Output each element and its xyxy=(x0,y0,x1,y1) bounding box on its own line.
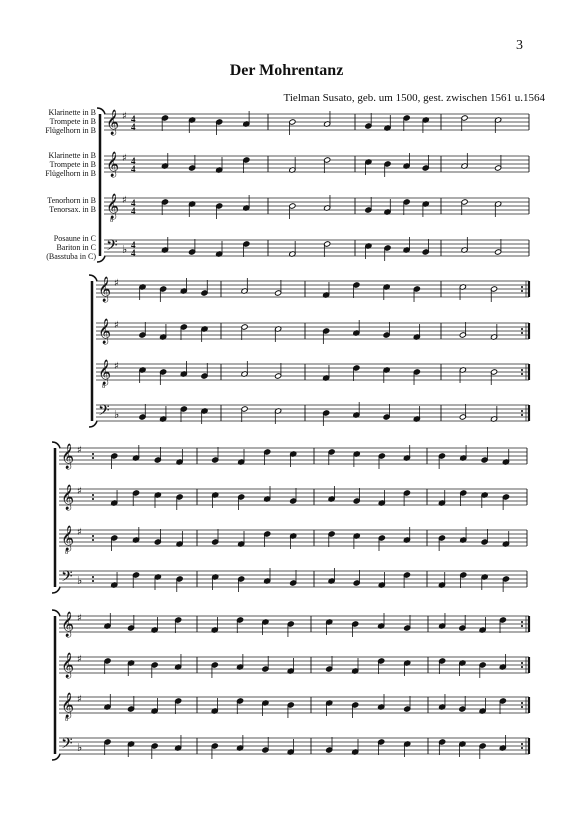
sharp-icon: ♯ xyxy=(77,694,82,705)
sharp-icon: ♯ xyxy=(77,486,82,497)
treble-clef-icon: 𝄞 xyxy=(61,526,75,551)
time-signature-numerator: 4 xyxy=(131,198,136,208)
instrument-name: Bariton in C xyxy=(56,243,96,252)
bass-clef-icon: 𝄢 xyxy=(98,402,110,423)
instrument-name: Flügelhorn in B xyxy=(45,126,96,135)
repeat-dot xyxy=(521,666,523,668)
repeat-dot xyxy=(521,328,523,330)
sharp-icon: ♯ xyxy=(114,278,119,289)
instrument-name: Klarinette in B xyxy=(48,108,96,117)
time-signature-denominator: 4 xyxy=(131,164,136,174)
treble-clef-icon: 𝄞 xyxy=(61,485,75,510)
octave-eight-icon: 8 xyxy=(102,384,105,390)
repeat-dot xyxy=(92,576,94,578)
bass-clef-icon: 𝄢 xyxy=(61,735,73,756)
treble-clef-icon: 𝄞 xyxy=(61,612,75,637)
repeat-dot xyxy=(521,662,523,664)
treble-clef-icon: 𝄞 xyxy=(61,444,75,469)
bass-clef-icon: 𝄢 xyxy=(61,568,73,589)
repeat-dot xyxy=(521,410,523,412)
treble-clef-icon: 𝄞 xyxy=(98,277,112,302)
repeat-dot xyxy=(521,369,523,371)
treble-clef-icon: 𝄞 xyxy=(106,194,120,219)
treble-clef-icon: 𝄞 xyxy=(98,360,112,385)
repeat-dot xyxy=(92,580,94,582)
sharp-icon: ♯ xyxy=(114,361,119,372)
bracket-bottom-hook xyxy=(52,587,60,593)
flat-icon: ♭ xyxy=(77,741,83,754)
sharp-icon: ♯ xyxy=(77,613,82,624)
time-signature-denominator: 4 xyxy=(131,206,136,216)
bracket-bottom-hook xyxy=(89,421,97,427)
repeat-dot xyxy=(521,702,523,704)
time-signature-numerator: 4 xyxy=(131,114,136,124)
instrument-name: Klarinette in B xyxy=(48,151,96,160)
octave-eight-icon: 8 xyxy=(65,717,68,723)
sharp-icon: ♯ xyxy=(77,445,82,456)
time-signature-denominator: 4 xyxy=(131,122,136,132)
system-4 xyxy=(52,610,529,760)
flat-icon: ♭ xyxy=(77,574,83,587)
repeat-dot xyxy=(521,743,523,745)
sharp-icon: ♯ xyxy=(77,527,82,538)
treble-clef-icon: 𝄞 xyxy=(98,319,112,344)
instrument-name: Posaune in C xyxy=(53,234,96,243)
repeat-dot xyxy=(521,414,523,416)
repeat-dot xyxy=(92,494,94,496)
repeat-dot xyxy=(521,332,523,334)
flat-icon: ♭ xyxy=(114,408,120,421)
octave-eight-icon: 8 xyxy=(65,550,68,556)
repeat-dot xyxy=(521,747,523,749)
repeat-dot xyxy=(92,457,94,459)
repeat-dot xyxy=(92,535,94,537)
flat-icon: ♭ xyxy=(122,243,128,256)
bracket-top-hook xyxy=(89,275,97,281)
composer-credit: Tielman Susato, geb. um 1500, gest. zwischen 1561 u.1564 xyxy=(283,92,545,104)
time-signature-numerator: 4 xyxy=(131,156,136,166)
instrument-name: Trompete in B xyxy=(49,117,96,126)
bracket-top-hook xyxy=(52,610,60,616)
repeat-dot xyxy=(92,453,94,455)
sharp-icon: ♯ xyxy=(122,111,127,122)
treble-clef-icon: 𝄞 xyxy=(61,693,75,718)
sharp-icon: ♯ xyxy=(114,320,119,331)
time-signature-denominator: 4 xyxy=(131,248,136,258)
sharp-icon: ♯ xyxy=(122,195,127,206)
repeat-dot xyxy=(521,706,523,708)
instrument-name: (Basstuba in C) xyxy=(46,252,96,261)
repeat-dot xyxy=(92,498,94,500)
treble-clef-icon: 𝄞 xyxy=(106,110,120,135)
system-2 xyxy=(89,275,529,427)
bracket-bottom-hook xyxy=(97,256,105,262)
repeat-dot xyxy=(521,290,523,292)
repeat-dot xyxy=(521,286,523,288)
treble-clef-icon: 𝄞 xyxy=(106,152,120,177)
sharp-icon: ♯ xyxy=(77,654,82,665)
treble-clef-icon: 𝄞 xyxy=(61,653,75,678)
octave-eight-icon: 8 xyxy=(110,218,113,224)
instrument-name: Tenorsax. in B xyxy=(49,205,96,214)
repeat-dot xyxy=(521,621,523,623)
instrument-name: Tenorhorn in B xyxy=(47,196,96,205)
sharp-icon: ♯ xyxy=(122,153,127,164)
page-number: 3 xyxy=(516,38,523,53)
repeat-dot xyxy=(521,625,523,627)
bracket-top-hook xyxy=(52,442,60,448)
system-3 xyxy=(52,442,527,593)
instrument-name: Trompete in B xyxy=(49,160,96,169)
bracket-bottom-hook xyxy=(52,754,60,760)
repeat-dot xyxy=(521,373,523,375)
system-1 xyxy=(97,108,529,262)
time-signature-numerator: 4 xyxy=(131,240,136,250)
bracket-top-hook xyxy=(97,108,105,114)
bass-clef-icon: 𝄢 xyxy=(106,237,118,258)
repeat-dot xyxy=(92,539,94,541)
piece-title: Der Mohrentanz xyxy=(229,62,344,79)
instrument-name: Flügelhorn in B xyxy=(45,169,96,178)
